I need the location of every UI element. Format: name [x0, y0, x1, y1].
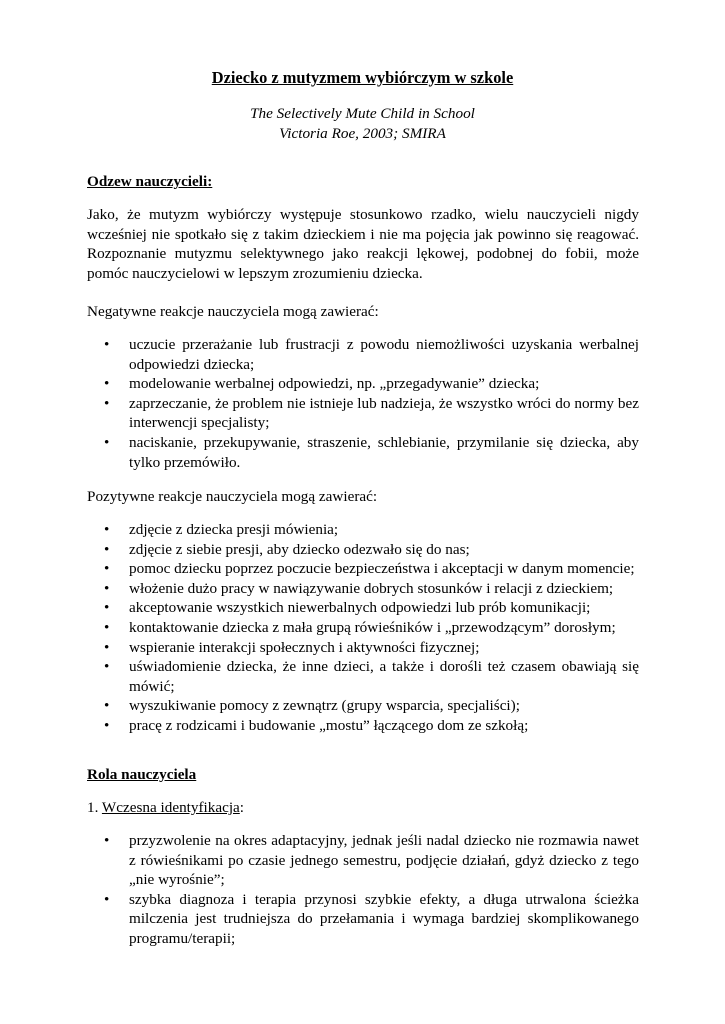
subtitle-source: The Selectively Mute Child in School	[250, 105, 475, 122]
subsection-early-identification	[87, 798, 639, 818]
document-subtitle	[0, 104, 725, 143]
intro-paragraph: Jako, że mutyzm wybiórczy występuje stosunkowo rzadko, wielu nauczycieli nigdy wcześniej nie spotkało się z takim dzieckiem i nie ma pojęcia jak powinno się reagować. Rozpoznanie mutyzmu selektywnego jako reakcji lękowej, podobnej do fobii, może pomóc nauczycielowi w lepszym zrozumieniu dziecka.	[87, 206, 639, 282]
early-identification-list	[87, 831, 639, 949]
bullet-icon: •	[104, 697, 110, 715]
bullet-icon: •	[104, 336, 110, 353]
list-item: • naciskanie, przekupywanie, straszenie, schlebianie, przymilanie się dziecka, aby tylko przemówiło.	[104, 433, 639, 471]
list-item: • pomoc dziecku poprzez poczucie bezpieczeństwa i akceptacji w danym momencie;	[104, 560, 635, 578]
list-item: • uczucie przerażanie lub frustracji z powodu niemożliwości uzyskania werbalnej odpowiedzi dziecka;	[104, 336, 639, 373]
bullet-icon: •	[104, 375, 110, 393]
list-item: • wyszukiwanie pomocy z zewnątrz (grupy wsparcia, specjaliści);	[104, 697, 520, 715]
list-item: • uświadomienie dziecka, że inne dzieci, a także i dorośli też czasem obawiają się mówić;	[104, 658, 639, 695]
list-item: • zdjęcie z siebie presji, aby dziecko odezwało się do nas;	[104, 540, 470, 558]
bullet-icon: •	[104, 521, 110, 538]
bullet-icon: •	[104, 618, 110, 636]
positive-reactions-list	[87, 520, 639, 736]
section-heading-teacher-response: Odzew nauczycieli:	[87, 173, 213, 190]
subsection-title: Wczesna identyfikacja	[101, 799, 240, 816]
bullet-icon: •	[104, 560, 110, 578]
bullet-icon: •	[104, 599, 110, 617]
negative-reactions-label: Negatywne reakcje nauczyciela mogą zawierać:	[87, 303, 379, 320]
list-item: • modelowanie werbalnej odpowiedzi, np. „przegadywanie” dziecka;	[104, 375, 540, 393]
list-item: • pracę z rodzicami i budowanie „mostu” łączącego dom ze szkołą;	[104, 716, 529, 734]
subsection-number: 1.	[87, 799, 102, 816]
list-item: • zdjęcie z dziecka presji mówienia;	[104, 521, 339, 538]
subsection-colon: :	[239, 799, 245, 816]
list-item: • akceptowanie wszystkich niewerbalnych odpowiedzi lub prób komunikacji;	[104, 599, 591, 617]
bullet-icon: •	[104, 579, 110, 597]
bullet-icon: •	[104, 638, 110, 656]
subtitle-author: Victoria Roe, 2003; SMIRA	[279, 124, 446, 142]
list-item: • wspieranie interakcji społecznych i aktywności fizycznej;	[104, 638, 480, 656]
bullet-icon: •	[104, 716, 110, 734]
bullet-icon: •	[104, 540, 110, 558]
bullet-icon: •	[104, 433, 110, 451]
list-item: • kontaktowanie dziecka z mała grupą rówieśników i „przewodzącym” dorosłym;	[104, 618, 616, 636]
list-item: • zaprzeczanie, że problem nie istnieje lub nadzieja, że wszystko wróci do normy bez interwencji specjalisty;	[104, 394, 639, 432]
negative-reactions-list	[87, 335, 639, 472]
bullet-icon: •	[104, 890, 110, 908]
section-heading-teacher-role: Rola nauczyciela	[87, 766, 197, 783]
list-item: • włożenie dużo pracy w nawiązywanie dobrych stosunków i relacji z dzieckiem;	[104, 579, 614, 597]
bullet-icon: •	[104, 832, 110, 849]
bullet-icon: •	[104, 394, 110, 412]
document-title: Dziecko z mutyzmem wybiórczym w szkole	[211, 68, 514, 87]
list-item: • szybka diagnoza i terapia przynosi szybkie efekty, a długa utrwalona ścieżka milczenia jest trudniejsza do przełamania i wymaga bardziej skomplikowanego programu/terapii;	[104, 890, 639, 947]
list-item: • przyzwolenie na okres adaptacyjny, jednak jeśli nadal dziecko nie rozmawia nawet z rówieśnikami po czasie jednego semestru, podjęcie działań, gdyż dziecko z tego „nie wyrośnie”;	[104, 832, 639, 889]
positive-reactions-label: Pozytywne reakcje nauczyciela mogą zawierać:	[87, 488, 378, 505]
bullet-icon: •	[104, 658, 110, 676]
